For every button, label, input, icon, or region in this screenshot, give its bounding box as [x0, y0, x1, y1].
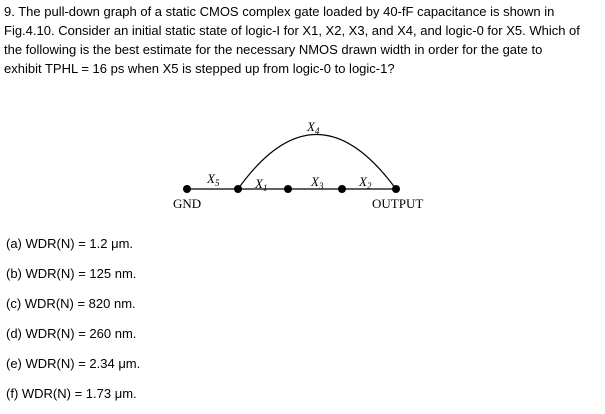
edge-label-x5: [206, 171, 220, 188]
option-d: (d) WDR(N) = 260 nm.: [6, 326, 137, 341]
node-gnd: [183, 185, 191, 193]
edge-label-x5-base: X: [207, 171, 215, 186]
edge-label-x5-sub: 5: [214, 178, 220, 188]
edge-label-x1-sub: 1: [262, 183, 268, 193]
edge-label-x4-sub: 4: [314, 126, 320, 136]
question-line-2: Fig.4.10. Consider an initial static state of logic-I for X1, X2, X3, and X4, and logic-0 for X5. Which of: [4, 23, 580, 38]
node-c: [338, 185, 346, 193]
node-b: [284, 185, 292, 193]
answer-options: [6, 234, 140, 414]
question-line-3: the following is the best estimate for the necessary NMOS drawn width in order for the gate to: [4, 42, 543, 57]
option-c: (c) WDR(N) = 820 nm.: [6, 296, 136, 311]
option-f: (f) WDR(N) = 1.73 μm.: [6, 386, 137, 401]
node-a: [234, 185, 242, 193]
edge-label-x3-sub: 3: [318, 181, 324, 191]
edge-label-x4: [306, 119, 320, 136]
edge-label-x3-base: X: [311, 174, 319, 189]
option-e: (e) WDR(N) = 2.34 μm.: [6, 356, 141, 371]
edge-label-x2: [358, 174, 372, 191]
question-line-4: exhibit TPHL = 16 ps when X5 is stepped up from logic-0 to logic-1?: [4, 61, 395, 76]
output-label: OUTPUT: [372, 196, 424, 211]
edge-label-x2-sub: 2: [366, 181, 372, 191]
edge-label-x1: [254, 176, 267, 193]
edge-label-x1-base: X: [255, 176, 263, 191]
edge-label-x4-base: X: [307, 119, 315, 134]
question-line-1: 9. The pull-down graph of a static CMOS complex gate loaded by 40-fF capacitance is shown in: [4, 4, 555, 19]
edge-label-x2-base: X: [359, 174, 367, 189]
node-output: [392, 185, 400, 193]
option-a: (a) WDR(N) = 1.2 μm.: [6, 236, 134, 251]
gnd-label: GND: [173, 196, 202, 211]
edge-label-x3: [310, 174, 324, 191]
option-b: (b) WDR(N) = 125 nm.: [6, 266, 137, 281]
